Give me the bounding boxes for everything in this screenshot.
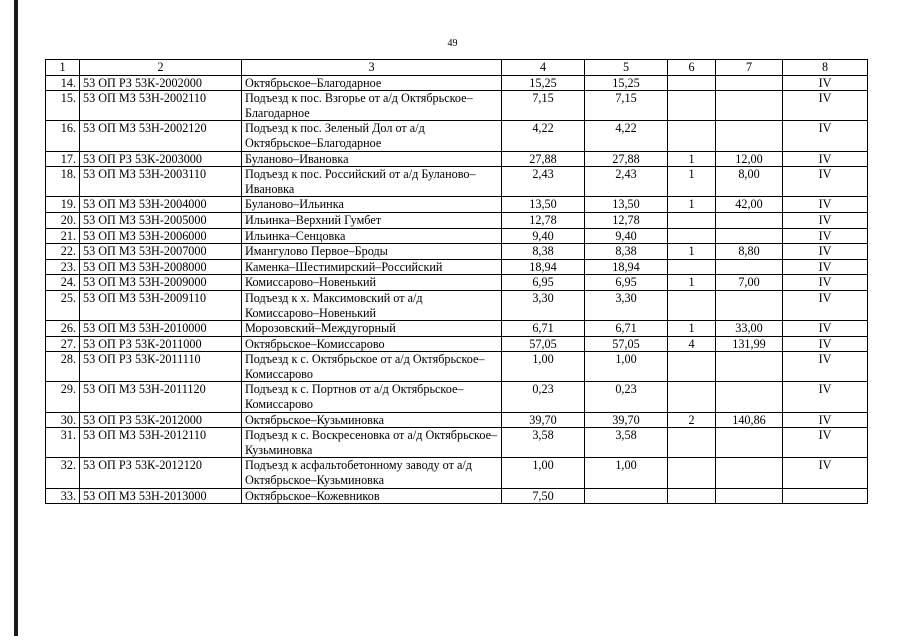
- scan-edge-line: [14, 0, 18, 636]
- paved-length: 2,43: [585, 167, 668, 197]
- paved-length: 8,38: [585, 244, 668, 260]
- road-name: Буланово–Ивановка: [242, 151, 502, 167]
- total-length: 7,50: [502, 488, 585, 504]
- paved-length: 3,30: [585, 290, 668, 320]
- bridge-length: [716, 212, 783, 228]
- table-row: [46, 212, 868, 228]
- road-category: IV: [783, 412, 868, 428]
- total-length: 6,71: [502, 321, 585, 337]
- road-category: IV: [783, 244, 868, 260]
- road-id: 53 ОП МЗ 53Н-2008000: [80, 259, 242, 275]
- total-length: 27,88: [502, 151, 585, 167]
- column-number: 2: [80, 60, 242, 76]
- bridge-length: [716, 91, 783, 121]
- road-id: 53 ОП РЗ 53К-2011000: [80, 336, 242, 352]
- road-name: Буланово–Ильинка: [242, 197, 502, 213]
- road-id: 53 ОП МЗ 53Н-2005000: [80, 212, 242, 228]
- bridge-length: [716, 428, 783, 458]
- row-number: 15.: [46, 91, 80, 121]
- bridge-length: [716, 352, 783, 382]
- road-category: IV: [783, 428, 868, 458]
- road-id: 53 ОП РЗ 53К-2011110: [80, 352, 242, 382]
- bridge-length: [716, 121, 783, 151]
- bridge-count: [668, 259, 716, 275]
- bridge-count: 1: [668, 275, 716, 291]
- bridge-count: [668, 458, 716, 488]
- table-row: [46, 121, 868, 151]
- road-name: Подъезд к с. Портнов от а/д Октябрьское–Комиссарово: [242, 382, 502, 412]
- road-id: 53 ОП РЗ 53К-2003000: [80, 151, 242, 167]
- row-number: 23.: [46, 259, 80, 275]
- bridge-count: [668, 428, 716, 458]
- road-name: Подъезд к с. Воскресеновка от а/д Октябрьское–Кузьминовка: [242, 428, 502, 458]
- road-name: Подъезд к пос. Зеленый Дол от а/д Октябрьское–Благодарное: [242, 121, 502, 151]
- total-length: 18,94: [502, 259, 585, 275]
- road-category: IV: [783, 167, 868, 197]
- table-row: [46, 91, 868, 121]
- total-length: 3,30: [502, 290, 585, 320]
- column-number: 6: [668, 60, 716, 76]
- row-number: 20.: [46, 212, 80, 228]
- bridge-count: 1: [668, 244, 716, 260]
- column-number: 4: [502, 60, 585, 76]
- table-row: [46, 259, 868, 275]
- road-category: IV: [783, 75, 868, 91]
- bridge-length: 12,00: [716, 151, 783, 167]
- bridge-count: [668, 382, 716, 412]
- road-id: 53 ОП МЗ 53Н-2002110: [80, 91, 242, 121]
- road-id: 53 ОП МЗ 53Н-2009000: [80, 275, 242, 291]
- row-number: 22.: [46, 244, 80, 260]
- total-length: 4,22: [502, 121, 585, 151]
- total-length: 0,23: [502, 382, 585, 412]
- row-number: 31.: [46, 428, 80, 458]
- road-category: IV: [783, 382, 868, 412]
- paved-length: 12,78: [585, 212, 668, 228]
- table-row: [46, 336, 868, 352]
- total-length: 39,70: [502, 412, 585, 428]
- bridge-length: [716, 382, 783, 412]
- paved-length: 15,25: [585, 75, 668, 91]
- road-category: IV: [783, 121, 868, 151]
- road-category: IV: [783, 197, 868, 213]
- bridge-count: [668, 290, 716, 320]
- row-number: 26.: [46, 321, 80, 337]
- row-number: 28.: [46, 352, 80, 382]
- table-row: [46, 488, 868, 504]
- column-number: 8: [783, 60, 868, 76]
- total-length: 6,95: [502, 275, 585, 291]
- road-id: 53 ОП РЗ 53К-2002000: [80, 75, 242, 91]
- table-row: [46, 412, 868, 428]
- table-row: [46, 352, 868, 382]
- table-row: [46, 151, 868, 167]
- row-number: 29.: [46, 382, 80, 412]
- road-id: 53 ОП МЗ 53Н-2009110: [80, 290, 242, 320]
- table-row: [46, 382, 868, 412]
- paved-length: 27,88: [585, 151, 668, 167]
- road-id: 53 ОП МЗ 53Н-2011120: [80, 382, 242, 412]
- road-category: IV: [783, 336, 868, 352]
- table-row: [46, 321, 868, 337]
- bridge-count: [668, 352, 716, 382]
- road-name: Октябрьское–Кожевников: [242, 488, 502, 504]
- total-length: 1,00: [502, 458, 585, 488]
- road-id: 53 ОП МЗ 53Н-2006000: [80, 228, 242, 244]
- bridge-count: [668, 75, 716, 91]
- column-number: 3: [242, 60, 502, 76]
- paved-length: 4,22: [585, 121, 668, 151]
- paved-length: 3,58: [585, 428, 668, 458]
- road-category: IV: [783, 458, 868, 488]
- paved-length: 7,15: [585, 91, 668, 121]
- road-id: 53 ОП МЗ 53Н-2013000: [80, 488, 242, 504]
- road-id: 53 ОП МЗ 53Н-2007000: [80, 244, 242, 260]
- bridge-length: 42,00: [716, 197, 783, 213]
- paved-length: 1,00: [585, 458, 668, 488]
- bridge-count: [668, 212, 716, 228]
- bridge-count: 2: [668, 412, 716, 428]
- row-number: 30.: [46, 412, 80, 428]
- bridge-length: 8,00: [716, 167, 783, 197]
- paved-length: 0,23: [585, 382, 668, 412]
- column-number: 5: [585, 60, 668, 76]
- road-category: IV: [783, 228, 868, 244]
- bridge-count: 1: [668, 197, 716, 213]
- road-id: 53 ОП МЗ 53Н-2002120: [80, 121, 242, 151]
- bridge-count: [668, 228, 716, 244]
- bridge-count: [668, 91, 716, 121]
- total-length: 3,58: [502, 428, 585, 458]
- road-name: Октябрьское–Комиссарово: [242, 336, 502, 352]
- page-number: 49: [447, 38, 458, 49]
- row-number: 16.: [46, 121, 80, 151]
- table-body: [46, 60, 868, 504]
- road-id: 53 ОП МЗ 53Н-2010000: [80, 321, 242, 337]
- bridge-count: 4: [668, 336, 716, 352]
- total-length: 15,25: [502, 75, 585, 91]
- row-number: 19.: [46, 197, 80, 213]
- total-length: 1,00: [502, 352, 585, 382]
- bridge-length: 140,86: [716, 412, 783, 428]
- paved-length: 9,40: [585, 228, 668, 244]
- road-name: Подъезд к с. Октябрьское от а/д Октябрьское–Комиссарово: [242, 352, 502, 382]
- table-row: [46, 458, 868, 488]
- road-id: 53 ОП РЗ 53К-2012120: [80, 458, 242, 488]
- bridge-length: [716, 458, 783, 488]
- table-row: [46, 167, 868, 197]
- paved-length: 39,70: [585, 412, 668, 428]
- road-category: IV: [783, 290, 868, 320]
- paved-length: 18,94: [585, 259, 668, 275]
- row-number: 18.: [46, 167, 80, 197]
- bridge-count: [668, 488, 716, 504]
- row-number: 21.: [46, 228, 80, 244]
- paved-length: 13,50: [585, 197, 668, 213]
- total-length: 9,40: [502, 228, 585, 244]
- column-number-row: [46, 60, 868, 76]
- table-row: [46, 197, 868, 213]
- total-length: 8,38: [502, 244, 585, 260]
- road-name: Имангулово Первое–Броды: [242, 244, 502, 260]
- total-length: 2,43: [502, 167, 585, 197]
- road-category: IV: [783, 91, 868, 121]
- bridge-length: [716, 259, 783, 275]
- row-number: 33.: [46, 488, 80, 504]
- road-name: Ильинка–Сенцовка: [242, 228, 502, 244]
- bridge-length: 8,80: [716, 244, 783, 260]
- table-row: [46, 75, 868, 91]
- total-length: 12,78: [502, 212, 585, 228]
- bridge-count: 1: [668, 151, 716, 167]
- road-name: Морозовский–Междугорный: [242, 321, 502, 337]
- row-number: 17.: [46, 151, 80, 167]
- row-number: 27.: [46, 336, 80, 352]
- road-name: Подъезд к х. Максимовский от а/д Комиссарово–Новенький: [242, 290, 502, 320]
- paved-length: 6,95: [585, 275, 668, 291]
- road-id: 53 ОП МЗ 53Н-2003110: [80, 167, 242, 197]
- bridge-count: 1: [668, 321, 716, 337]
- column-number: 7: [716, 60, 783, 76]
- bridge-length: 131,99: [716, 336, 783, 352]
- road-name: Подъезд к пос. Взгорье от а/д Октябрьское–Благодарное: [242, 91, 502, 121]
- road-category: IV: [783, 321, 868, 337]
- road-category: IV: [783, 352, 868, 382]
- road-name: Ильинка–Верхний Гумбет: [242, 212, 502, 228]
- row-number: 14.: [46, 75, 80, 91]
- row-number: 24.: [46, 275, 80, 291]
- road-category: IV: [783, 151, 868, 167]
- road-name: Подъезд к пос. Российский от а/д Буланово–Ивановка: [242, 167, 502, 197]
- column-number: 1: [46, 60, 80, 76]
- bridge-length: [716, 488, 783, 504]
- total-length: 57,05: [502, 336, 585, 352]
- road-name: Октябрьское–Благодарное: [242, 75, 502, 91]
- table-row: [46, 275, 868, 291]
- table-row: [46, 244, 868, 260]
- row-number: 32.: [46, 458, 80, 488]
- road-name: Октябрьское–Кузьминовка: [242, 412, 502, 428]
- road-id: 53 ОП РЗ 53К-2012000: [80, 412, 242, 428]
- total-length: 13,50: [502, 197, 585, 213]
- road-id: 53 ОП МЗ 53Н-2012110: [80, 428, 242, 458]
- paved-length: [585, 488, 668, 504]
- road-name: Комиссарово–Новенький: [242, 275, 502, 291]
- total-length: 7,15: [502, 91, 585, 121]
- bridge-count: 1: [668, 167, 716, 197]
- paved-length: 57,05: [585, 336, 668, 352]
- bridge-count: [668, 121, 716, 151]
- bridge-length: [716, 290, 783, 320]
- table-row: [46, 290, 868, 320]
- row-number: 25.: [46, 290, 80, 320]
- paved-length: 6,71: [585, 321, 668, 337]
- bridge-length: 33,00: [716, 321, 783, 337]
- table-row: [46, 428, 868, 458]
- road-name: Каменка–Шестимирский–Российский: [242, 259, 502, 275]
- roads-table: [45, 59, 868, 504]
- road-category: IV: [783, 259, 868, 275]
- road-category: IV: [783, 275, 868, 291]
- table-row: [46, 228, 868, 244]
- road-name: Подъезд к асфальтобетонному заводу от а/д Октябрьское–Кузьминовка: [242, 458, 502, 488]
- bridge-length: 7,00: [716, 275, 783, 291]
- bridge-length: [716, 228, 783, 244]
- bridge-length: [716, 75, 783, 91]
- paved-length: 1,00: [585, 352, 668, 382]
- road-id: 53 ОП МЗ 53Н-2004000: [80, 197, 242, 213]
- road-category: IV: [783, 212, 868, 228]
- road-category: [783, 488, 868, 504]
